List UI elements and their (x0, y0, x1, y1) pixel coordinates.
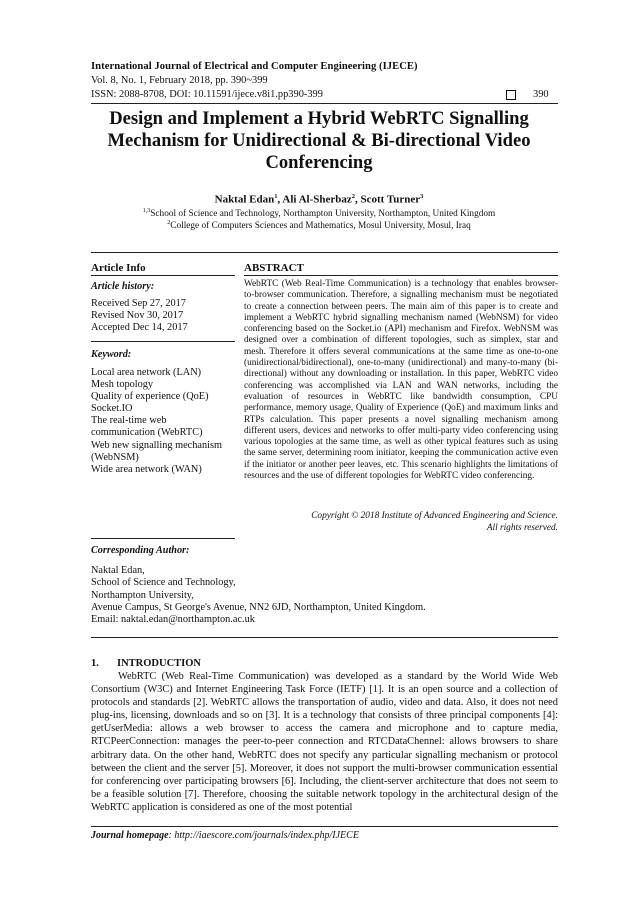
page-number: 390 (533, 89, 549, 100)
keyword-list (91, 367, 222, 476)
homepage-label: Journal homepage (91, 830, 169, 841)
history-item: Accepted Dec 14, 2017 (91, 322, 188, 334)
introduction-text: WebRTC (Web Real-Time Communication) was developed as a standard by the World Wide Web Consortium (W3C) and Internet Engineering Task Force (IETF) [1]. It is an open source and a collection of protocols and standards [2]. WebRTC allows the transportation of audio, video and data. Also, it does not need plug-ins, licensing, downloads and so on [3]. It is a technology that consists of three principal components [4]: getUserMedia: allows a web browser to access the camera and microphone and to capture media, RTCPeerConnection: manages the peer-to-peer connection and RTCDataChennel: allows browsers to share arbitrary data. On the other hand, WebRTC does not specify any particular signalling mechanism or protocol between the client and the server [5]. Moreover, it does not support the multi-browser communication essential for conferencing over participating browsers [6]. Including, the client-server architecture that does not seem to be a feasible solution [7]. Therefore, choosing the suitable network topology in the architectural design of the WebRTC application is considered as one of the most potential (91, 671, 558, 813)
affiliation-text: College of Computers Sciences and Mathematics, Mosul University, Mosul, Iraq (170, 221, 471, 232)
keyword-heading: Keyword: (91, 349, 132, 360)
corresponding-line: Naktal Edan, (91, 565, 145, 576)
section-number: 1. (91, 658, 99, 669)
keyword-item: Quality of experience (QoE) (91, 391, 209, 403)
keyword-item: Web new signalling mechanism (91, 439, 222, 451)
journal-volume: Vol. 8, No. 1, February 2018, pp. 390~399 (91, 75, 268, 86)
abstract-heading: ABSTRACT (244, 262, 304, 274)
history-item: Received Sep 27, 2017 (91, 298, 186, 309)
keyword-item: communication (WebRTC) (91, 427, 203, 439)
section-rule (91, 252, 558, 253)
keyword-item: Socket.IO (91, 403, 133, 415)
article-history-list (91, 298, 188, 334)
history-rule (91, 341, 235, 342)
affiliation-text: School of Science and Technology, Northampton University, Northampton, United Kingdom (150, 209, 496, 220)
corresponding-line: Avenue Campus, St George's Avenue, NN2 6JD, Northampton, United Kingdom. (91, 601, 426, 613)
journal-issn: ISSN: 2088-8708, DOI: 10.11591/ijece.v8i1.pp390-399 (91, 89, 323, 100)
title-line: Mechanism for Unidirectional & Bi-directional Video (107, 130, 531, 151)
corresponding-heading: Corresponding Author: (91, 545, 190, 556)
affiliation-sup: 1,3 (142, 208, 151, 214)
article-info-rule (91, 275, 235, 276)
corresponding-rule (91, 538, 235, 539)
corresponding-email: Email: naktal.edan@northampton.ac.uk (91, 614, 255, 626)
section-title: INTRODUCTION (117, 658, 202, 669)
copyright-notice (244, 510, 558, 534)
journal-title: International Journal of Electrical and Computer Engineering (IJECE) (91, 61, 418, 72)
corresponding-bottom-rule (91, 637, 558, 638)
author-name: Ali Al-Sherbaz (282, 193, 352, 206)
affiliation (80, 220, 558, 231)
keyword-item: Local area network (LAN) (91, 367, 202, 378)
affiliation (80, 208, 558, 219)
author-list: Naktal Edan$^1$, Ali Al-Sherbaz$^2$, Scott Turner$^3$ (214, 193, 424, 206)
copyright-line: Copyright © 2018 Institute of Advanced Engineering and Science. (311, 511, 558, 521)
keyword-item: The real-time web (91, 415, 167, 427)
affiliation-sup: 2 (167, 220, 171, 226)
article-info-heading: Article Info (91, 262, 146, 274)
header-rule (91, 103, 558, 104)
history-item: Revised Nov 30, 2017 (91, 310, 184, 322)
keyword-item: Mesh topology (91, 379, 154, 391)
article-history-heading: Article history: (91, 281, 155, 292)
author-name: Scott Turner (360, 193, 421, 206)
introduction-heading (91, 658, 201, 669)
author-name: Naktal Edan (214, 193, 275, 206)
square-outline-icon (506, 90, 516, 100)
journal-homepage (91, 830, 359, 841)
abstract-text: WebRTC (Web Real-Time Communication) is a technology that enables browser-to-browser communication. Therefore, a signalling mechanism must be negotiated to create a connection between peers. The main aim of this paper is to create and implement a WebRTC hybrid signalling mechanism named (WebNSM) for video conferencing based on the Socket.io (API) mechanism and Firefox. WebNSM was designed over a combination of different topologies, such as simplex, star and mesh. Therefore it offers several communications at the same time as one-to-one (unidirectional/bidirectional), one-to-many (unidirectional) and many-to-many (bi-directional) without any downloading or installation. In this paper, WebRTC video conferencing was accomplished via LAN and WAN networks, including the evaluation of resources in WebRTC like bandwidth consumption, CPU performance, memory usage, Quality of Experience (QoE) and maximum links and RTPs calculation. This paper presents a novel signalling mechanism among different users, devices and networks to offer multi-party video conferencing using various topologies at the same time, as well as other typical features such as using the same server, determining room initiator, keeping the communication active even if the initiator or another peer leaves, etc. This scenario highlights the limitations of resources and the use of different topologies for WebRTC video conferencing. (244, 279, 558, 482)
title-line: Conferencing (265, 152, 373, 173)
copyright-line: All rights reserved. (486, 523, 558, 533)
paper-title (80, 108, 558, 174)
keyword-item: Wide area network (WAN) (91, 463, 202, 475)
author-sup: 2 (351, 193, 356, 200)
corresponding-line: Northampton University, (91, 589, 194, 601)
corresponding-line: School of Science and Technology, (91, 577, 236, 589)
author-sup: 3 (420, 193, 424, 200)
title-line: Design and Implement a Hybrid WebRTC Signalling (109, 108, 529, 129)
abstract-rule (244, 275, 558, 276)
corresponding-details (91, 565, 426, 626)
homepage-link[interactable]: : http://iaescore.com/journals/index.php/IJECE (168, 830, 359, 841)
keyword-item: (WebNSM) (91, 451, 139, 463)
footer-rule (91, 826, 558, 827)
author-sup: 1 (274, 193, 278, 200)
